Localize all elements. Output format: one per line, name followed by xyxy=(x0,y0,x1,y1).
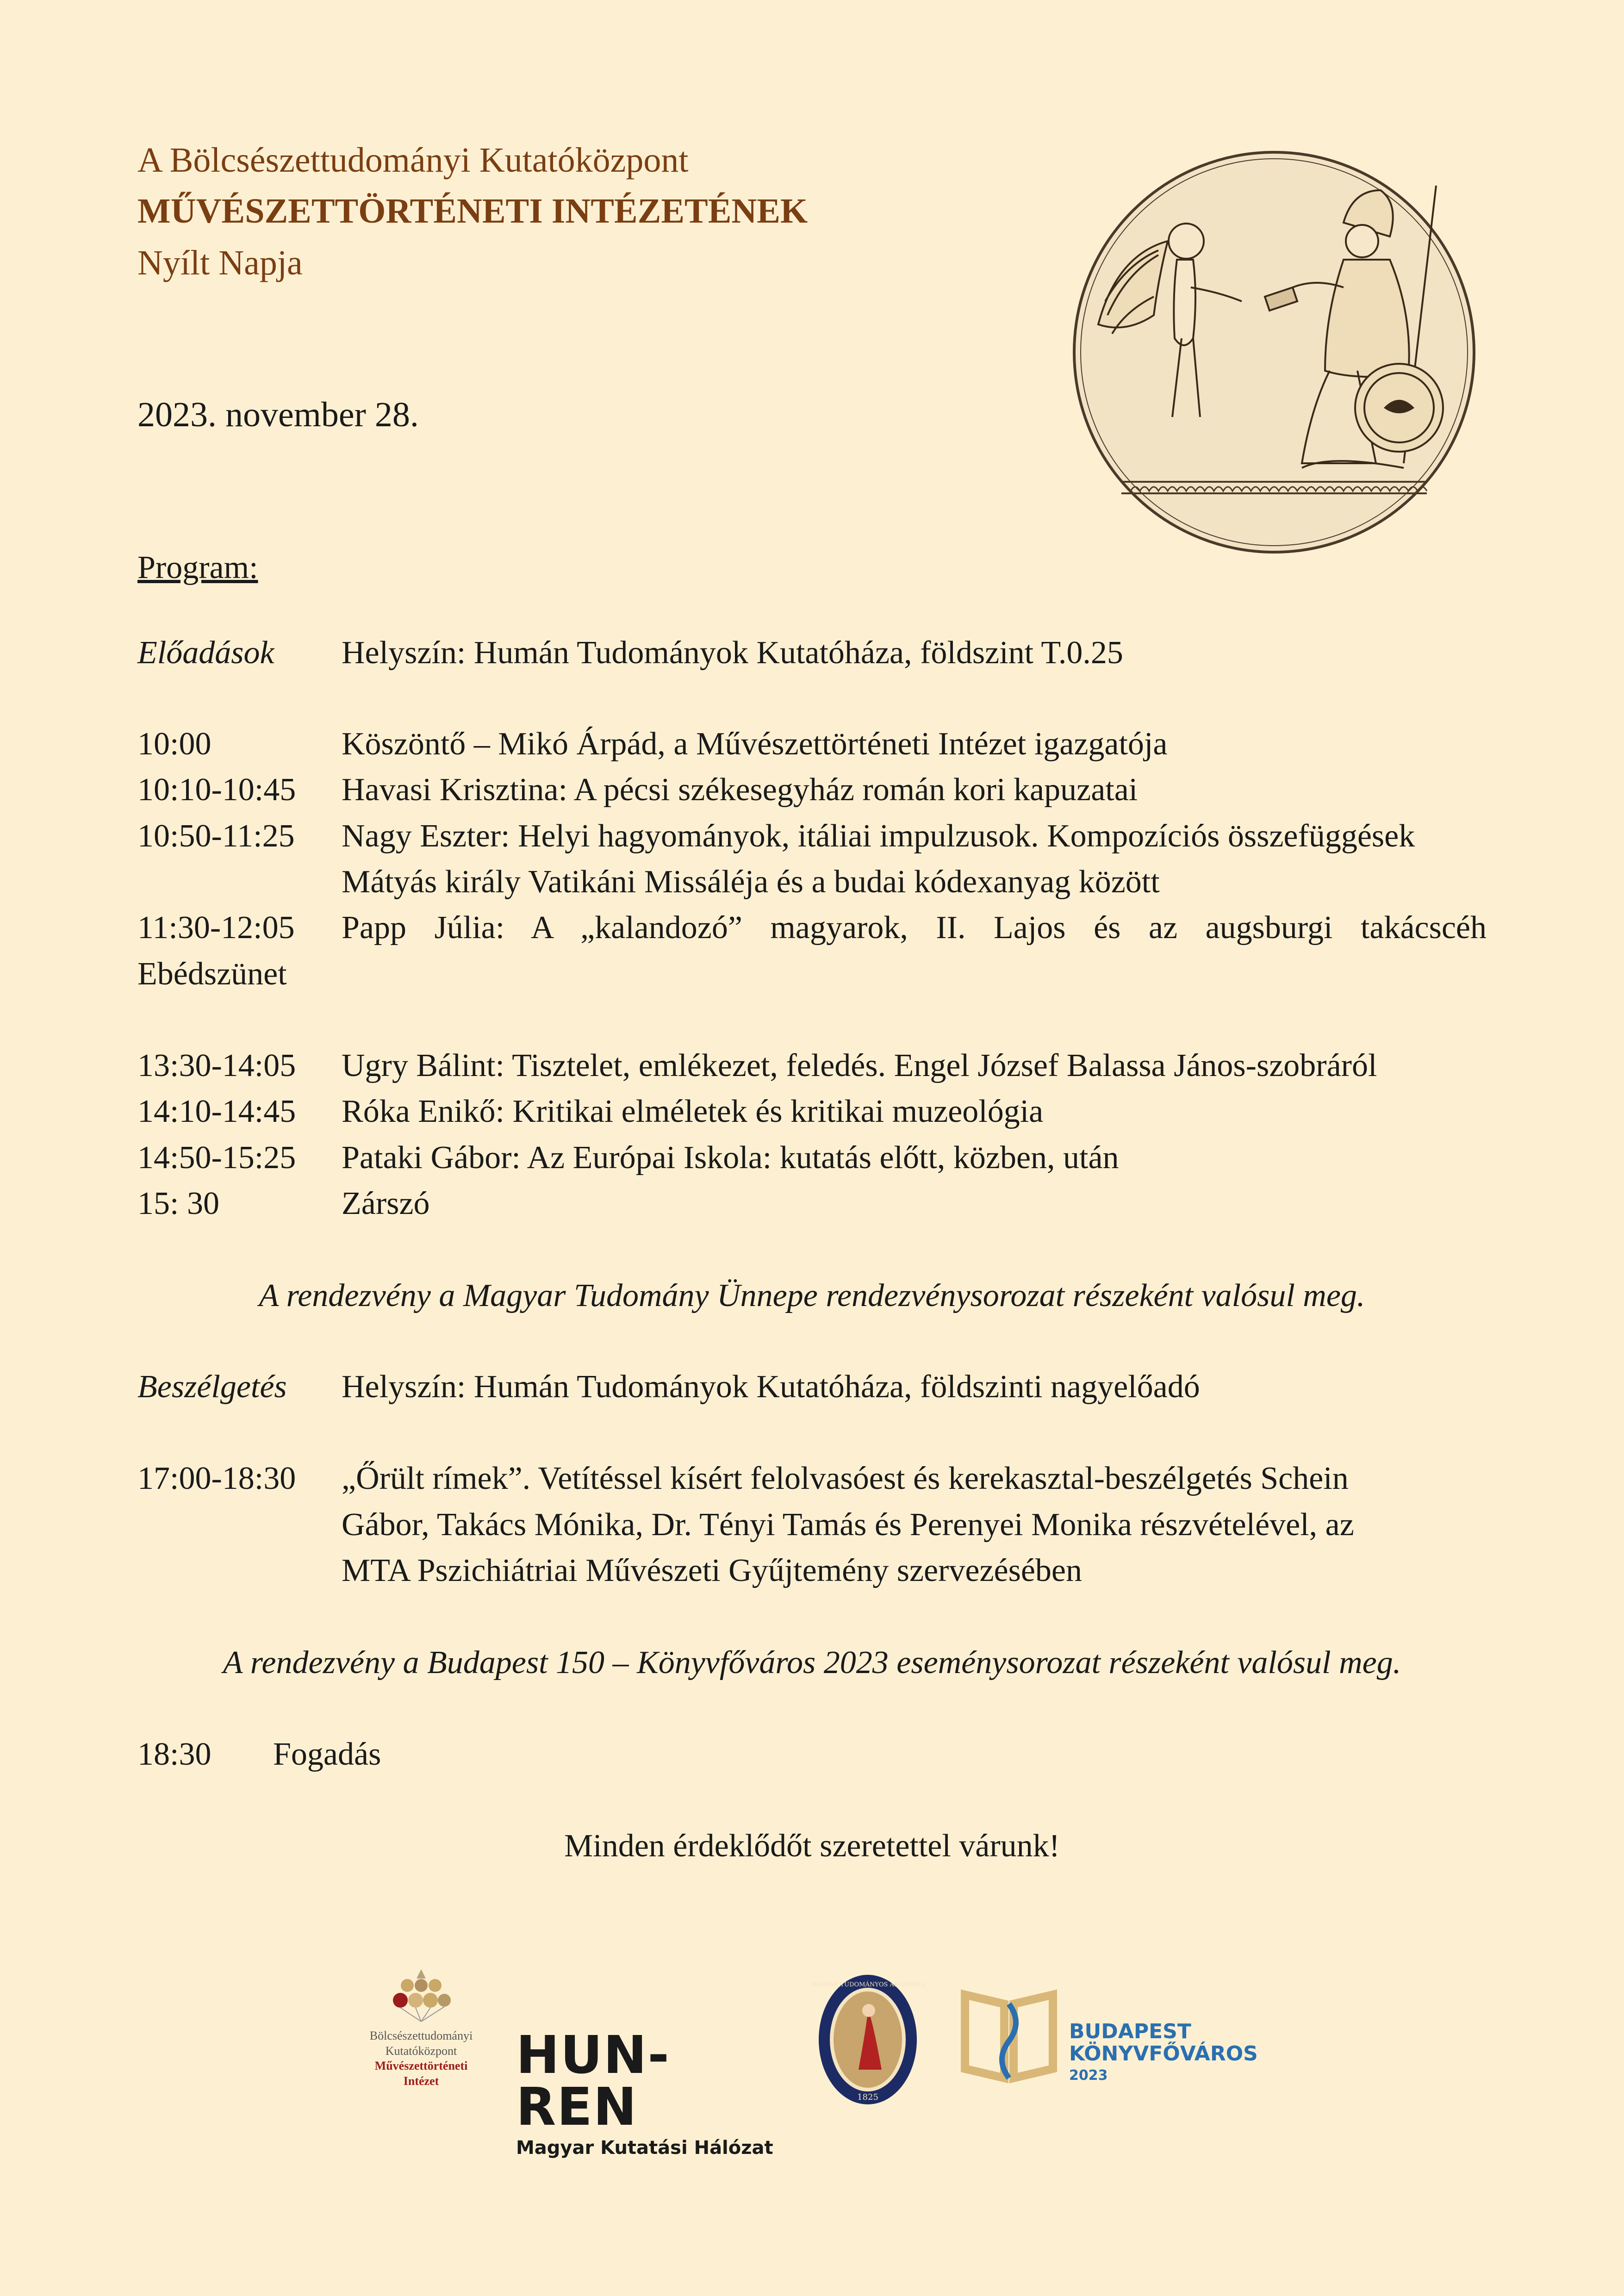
btk-logo-line: Bölcsészettudományi xyxy=(369,2029,473,2042)
schedule-item: Köszöntő – Mikó Árpád, a Művészettörténeti Intézet igazgatója xyxy=(342,726,1168,762)
talk-section-label: Beszélgetés xyxy=(137,1369,287,1405)
closing-invitation: Minden érdeklődőt szeretettel várunk! xyxy=(564,1828,1060,1864)
event-date: 2023. november 28. xyxy=(137,395,419,434)
schedule-item-continued: Mátyás király Vatikáni Missáléja és a budai kódexanyag között xyxy=(342,864,1160,900)
lectures-section-label: Előadások xyxy=(137,635,274,671)
btk-logo-line: Intézet xyxy=(403,2074,439,2088)
budapest-logo-line2: KÖNYVFŐVÁROS xyxy=(1069,2042,1258,2066)
btk-balloon-icon xyxy=(380,1967,463,2022)
open-book-icon xyxy=(960,1985,1058,2087)
hun-ren-subtitle: Magyar Kutatási Hálózat xyxy=(516,2137,773,2159)
budapest-logo-line1: BUDAPEST xyxy=(1069,2020,1191,2043)
btk-logo-line: Művészettörténeti xyxy=(374,2059,468,2072)
talk-time: 17:00-18:30 xyxy=(137,1461,296,1496)
hun-ren-logo xyxy=(516,2025,775,2160)
lectures-location: Helyszín: Humán Tudományok Kutatóháza, földszint T.0.25 xyxy=(342,635,1123,671)
schedule-item: Nagy Eszter: Helyi hagyományok, itáliai impulzusok. Kompozíciós összefüggések xyxy=(342,818,1415,854)
talk-note: A rendezvény a Budapest 150 – Könyvfőváros 2023 eseménysorozat részeként valósul meg. xyxy=(223,1645,1401,1680)
schedule-time: 10:10-10:45 xyxy=(137,772,296,808)
schedule-time: 10:50-11:25 xyxy=(137,818,295,854)
btk-logo-line: Kutatóközpont xyxy=(385,2044,457,2058)
schedule-time: 13:30-14:05 xyxy=(137,1048,296,1083)
schedule-time: 10:00 xyxy=(137,726,212,762)
lectures-note: A rendezvény a Magyar Tudomány Ünnepe rendezvénysorozat részeként valósul meg. xyxy=(259,1278,1365,1313)
schedule-item: Papp Júlia: A „kalandozó” magyarok, II. Lajos és az augsburgi takácscéh xyxy=(342,910,1487,946)
btk-logo xyxy=(333,1967,509,2110)
header-institute-title: MŰVÉSZETTÖRTÉNETI INTÉZETÉNEK xyxy=(137,192,808,230)
athena-medallion-image xyxy=(1070,149,1478,556)
header-event: Nyílt Napja xyxy=(137,243,303,282)
talk-location: Helyszín: Humán Tudományok Kutatóháza, földszinti nagyelőadó xyxy=(342,1369,1200,1405)
budapest-konyvfovaros-logo xyxy=(960,1985,1284,2092)
mta-seal-icon xyxy=(810,1972,925,2107)
schedule-item: Ugry Bálint: Tisztelet, emlékezet, feledés. Engel József Balassa János-szobráról xyxy=(342,1048,1377,1083)
mta-seal-year: 1825 xyxy=(857,2092,878,2102)
schedule-time: 14:50-15:25 xyxy=(137,1140,296,1176)
schedule-time: 15: 30 xyxy=(137,1186,219,1221)
schedule-item: Róka Enikő: Kritikai elméletek és kritikai muzeológia xyxy=(342,1094,1044,1129)
mta-seal-ring: MAGYAR TUDOMÁNYOS AKADÉMIA xyxy=(810,1981,925,1988)
program-heading: Program: xyxy=(137,550,258,585)
hun-ren-title: HUN-REN xyxy=(516,2025,670,2137)
lunch-break: Ebédszünet xyxy=(137,956,287,992)
talk-description-line: Gábor, Takács Mónika, Dr. Tényi Tamás és Perenyei Monika részvételével, az xyxy=(342,1507,1354,1543)
budapest-logo-year: 2023 xyxy=(1069,2067,1108,2084)
talk-description-line: „Őrült rímek”. Vetítéssel kísért felolvasóest és kerekasztal-beszélgetés Schein xyxy=(342,1461,1349,1496)
schedule-item: Havasi Krisztina: A pécsi székesegyház román kori kapuzatai xyxy=(342,772,1138,808)
schedule-item: Pataki Gábor: Az Európai Iskola: kutatás előtt, közben, után xyxy=(342,1140,1119,1176)
schedule-item: Zárszó xyxy=(342,1186,430,1221)
schedule-time: 14:10-14:45 xyxy=(137,1094,296,1129)
reception-time: 18:30 xyxy=(137,1736,212,1772)
talk-description-line: MTA Pszichiátriai Művészeti Gyűjtemény szervezésében xyxy=(342,1553,1082,1588)
header-institution: A Bölcsészettudományi Kutatóközpont xyxy=(137,141,689,180)
schedule-time: 11:30-12:05 xyxy=(137,910,295,946)
reception-label: Fogadás xyxy=(273,1736,381,1772)
